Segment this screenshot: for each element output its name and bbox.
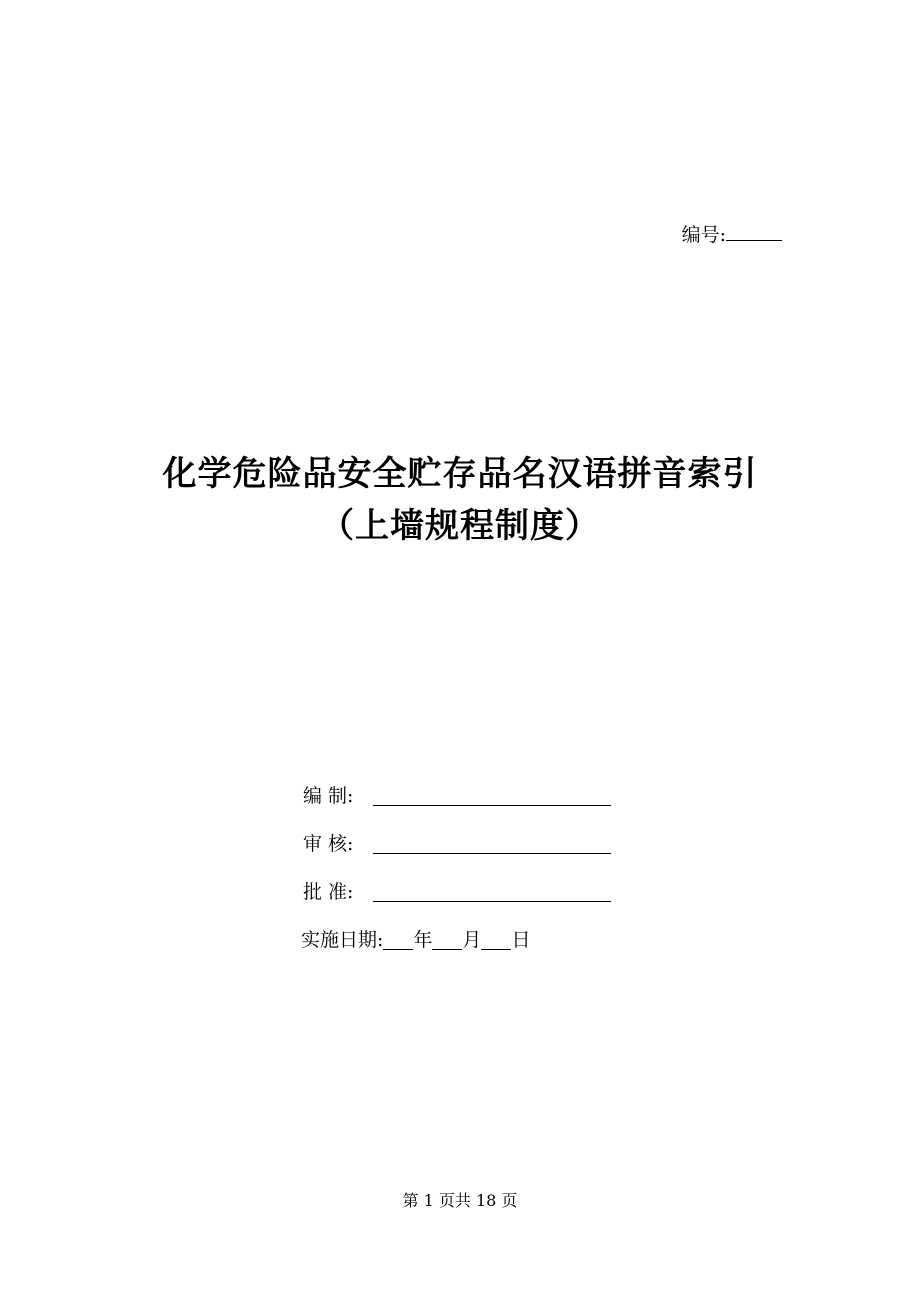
page-number-text: 第 1 页共 18 页 <box>402 1191 518 1210</box>
compiled-label: 编 制: <box>303 784 354 807</box>
document-number <box>682 220 782 247</box>
day-blank <box>481 927 511 950</box>
sign-off-block <box>303 770 611 962</box>
day-label: 日 <box>511 928 531 951</box>
month-blank <box>432 927 462 950</box>
reviewed-blank <box>373 831 611 854</box>
approved-row <box>303 866 611 914</box>
compiled-blank <box>373 783 611 806</box>
year-label: 年 <box>413 928 433 951</box>
title-line-1: 化学危险品安全贮存品名汉语拼音索引 <box>162 454 758 494</box>
page-footer <box>0 1188 920 1211</box>
effective-date-label: 实施日期: <box>301 928 384 951</box>
approved-blank <box>373 879 611 902</box>
approved-label: 批 准: <box>303 880 354 903</box>
year-blank <box>383 927 413 950</box>
title-line-2: （上墙规程制度） <box>320 506 600 546</box>
reviewed-row <box>303 818 611 866</box>
document-title <box>0 448 920 552</box>
reviewed-label: 审 核: <box>303 832 354 855</box>
compiled-row <box>303 770 611 818</box>
document-number-blank <box>726 222 782 241</box>
document-number-label: 编号: <box>681 224 726 246</box>
month-label: 月 <box>462 928 482 951</box>
effective-date-row <box>301 914 611 962</box>
